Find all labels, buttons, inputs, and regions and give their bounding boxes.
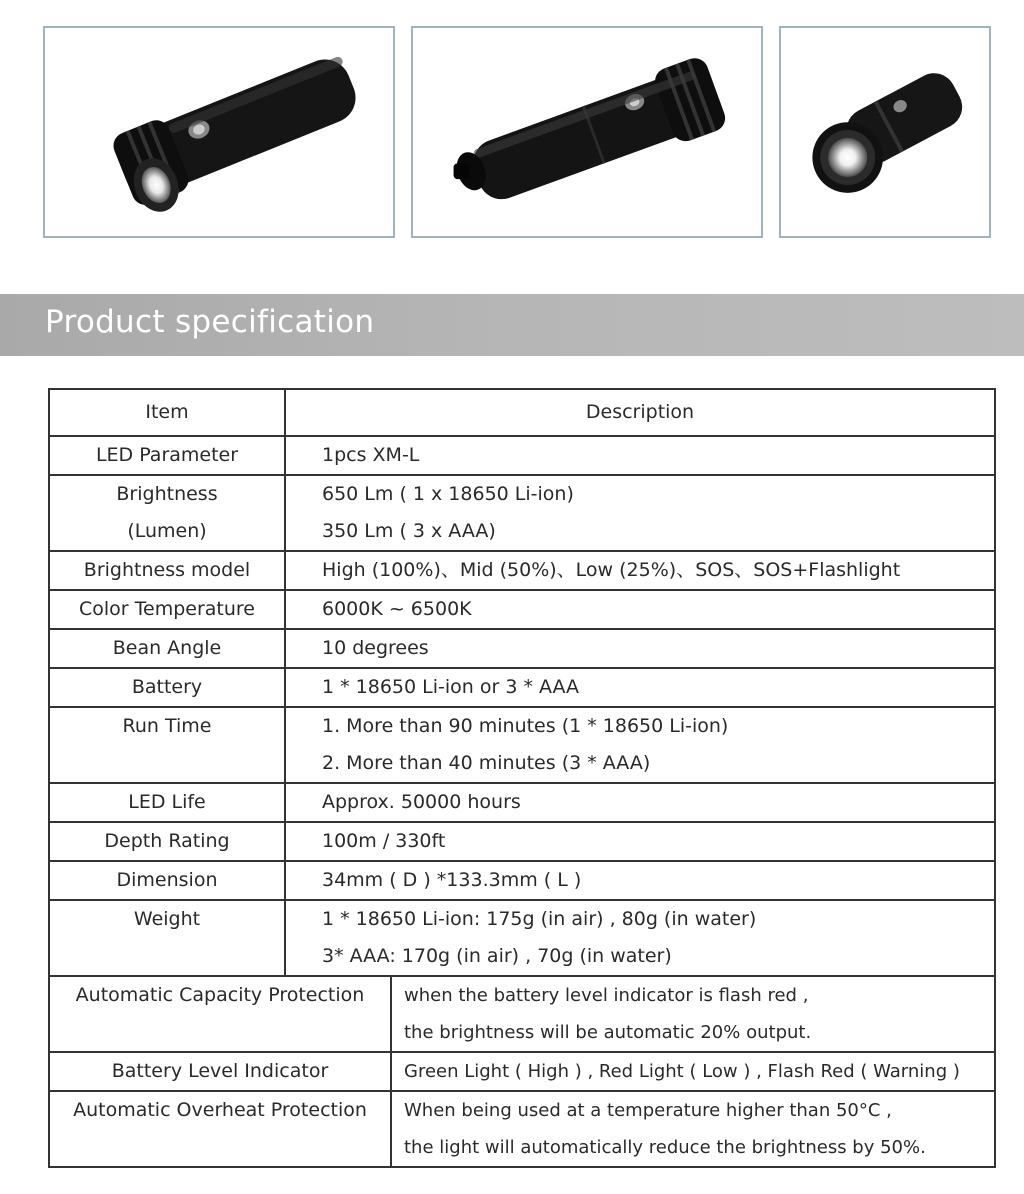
table-row bbox=[49, 475, 995, 551]
spec-description-text: 1. More than 90 minutes (1 * 18650 Li-ion) bbox=[322, 715, 729, 737]
spec-item-cell bbox=[49, 861, 285, 900]
spec-description-cell bbox=[285, 629, 995, 668]
table-row bbox=[49, 976, 995, 1052]
table-row bbox=[49, 590, 995, 629]
spec-description-cell bbox=[285, 590, 995, 629]
spec-description-cell bbox=[285, 551, 995, 590]
feature-item-cell bbox=[49, 1052, 391, 1091]
spec-item-label: Brightness bbox=[116, 483, 218, 505]
feature-item-label: Automatic Capacity Protection bbox=[75, 984, 365, 1006]
section-title: Product specification bbox=[45, 304, 375, 340]
table-row bbox=[49, 629, 995, 668]
product-photos bbox=[0, 0, 1024, 260]
flashlight-front-angle-photo bbox=[45, 28, 393, 236]
table-header-row bbox=[49, 389, 995, 436]
photo-rear-angle bbox=[411, 26, 763, 238]
spec-item-label: (Lumen) bbox=[127, 520, 207, 542]
table-row bbox=[49, 707, 995, 783]
spec-table bbox=[48, 388, 996, 1168]
spec-description-cell bbox=[285, 475, 995, 551]
flashlight-rear-angle-photo bbox=[413, 28, 761, 236]
spec-item-label: Color Temperature bbox=[78, 598, 255, 620]
spec-description-text: 100m / 330ft bbox=[322, 830, 446, 852]
spec-description-text: 1 * 18650 Li-ion: 175g (in air) , 80g (in water) bbox=[322, 908, 757, 930]
spec-item-label: Bean Angle bbox=[112, 637, 222, 659]
feature-description-text: the light will automatically reduce the brightness by 50%. bbox=[404, 1137, 926, 1158]
spec-description-text: 34mm ( D ) *133.3mm ( L ) bbox=[322, 869, 582, 891]
spec-item-cell bbox=[49, 436, 285, 475]
spec-item-label: Dimension bbox=[116, 869, 218, 891]
spec-item-cell bbox=[49, 551, 285, 590]
spec-item-label: Weight bbox=[133, 908, 201, 930]
feature-description-text: Green Light ( High ) , Red Light ( Low ) , Flash Red ( Warning ) bbox=[404, 1061, 960, 1082]
spec-description-text: 350 Lm ( 3 x AAA) bbox=[322, 520, 496, 542]
table-row bbox=[49, 1052, 995, 1091]
spec-description-cell bbox=[285, 900, 995, 976]
spec-description-text: 10 degrees bbox=[322, 637, 429, 659]
spec-description-cell bbox=[285, 668, 995, 707]
spec-item-cell bbox=[49, 629, 285, 668]
table-row bbox=[49, 900, 995, 976]
feature-description-cell bbox=[391, 976, 995, 1052]
spec-item-label: Battery bbox=[131, 676, 203, 698]
table-row bbox=[49, 1091, 995, 1167]
spec-description-text: 1 * 18650 Li-ion or 3 * AAA bbox=[322, 676, 580, 698]
spec-item-label: LED Parameter bbox=[95, 444, 239, 466]
feature-item-cell bbox=[49, 976, 391, 1052]
photo-lens-closeup bbox=[779, 26, 991, 238]
spec-description-cell bbox=[285, 861, 995, 900]
feature-description-cell bbox=[391, 1091, 995, 1167]
spec-description-cell bbox=[285, 707, 995, 783]
feature-item-cell bbox=[49, 1091, 391, 1167]
table-row bbox=[49, 668, 995, 707]
feature-description-text: When being used at a temperature higher than 50°C , bbox=[404, 1100, 892, 1121]
spec-item-cell bbox=[49, 822, 285, 861]
table-row bbox=[49, 436, 995, 475]
spec-description-text: 650 Lm ( 1 x 18650 Li-ion) bbox=[322, 483, 574, 505]
spec-description-text: 3* AAA: 170g (in air) , 70g (in water) bbox=[322, 945, 672, 967]
section-banner bbox=[0, 294, 1024, 356]
spec-item-cell bbox=[49, 590, 285, 629]
feature-description-text: the brightness will be automatic 20% output. bbox=[404, 1022, 812, 1043]
spec-description-text: 6000K ~ 6500K bbox=[322, 598, 472, 620]
feature-description-text: when the battery level indicator is flash red , bbox=[404, 985, 809, 1006]
spec-item-cell bbox=[49, 475, 285, 551]
spec-item-label: Brightness model bbox=[83, 559, 251, 581]
spec-description-text: 1pcs XM-L bbox=[322, 444, 420, 466]
feature-item-label: Battery Level Indicator bbox=[111, 1060, 329, 1082]
spec-description-text: High (100%)、Mid (50%)、Low (25%)、SOS、SOS+Flashlight bbox=[322, 559, 901, 581]
header-item: Item bbox=[49, 389, 285, 436]
table-row bbox=[49, 822, 995, 861]
spec-item-cell bbox=[49, 900, 285, 976]
spec-description-cell bbox=[285, 822, 995, 861]
spec-description-text: Approx. 50000 hours bbox=[322, 791, 521, 813]
spec-item-label: Run Time bbox=[122, 715, 212, 737]
photo-front-angle bbox=[43, 26, 395, 238]
spec-item-label: Depth Rating bbox=[104, 830, 230, 852]
table-row bbox=[49, 783, 995, 822]
feature-description-cell bbox=[391, 1052, 995, 1091]
header-description: Description bbox=[285, 389, 995, 436]
spec-item-cell bbox=[49, 707, 285, 783]
spec-item-cell bbox=[49, 668, 285, 707]
feature-item-label: Automatic Overheat Protection bbox=[73, 1099, 367, 1121]
spec-description-text: 2. More than 40 minutes (3 * AAA) bbox=[322, 752, 651, 774]
spec-item-label: LED Life bbox=[128, 791, 206, 813]
spec-item-cell bbox=[49, 783, 285, 822]
table-row bbox=[49, 551, 995, 590]
spec-description-cell bbox=[285, 783, 995, 822]
table-row bbox=[49, 861, 995, 900]
spec-description-cell bbox=[285, 436, 995, 475]
flashlight-lens-closeup-photo bbox=[781, 28, 989, 236]
